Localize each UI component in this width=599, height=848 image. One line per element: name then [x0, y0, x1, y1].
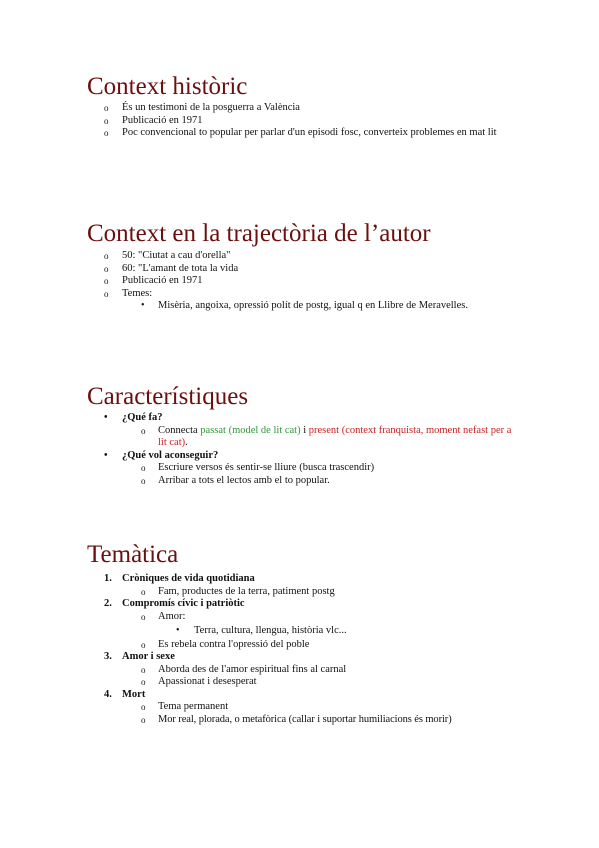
topic-number: 3. — [104, 651, 112, 662]
list-item: o Publicació en 1971 — [104, 275, 203, 286]
ring-bullet-icon: o — [141, 463, 146, 473]
ring-bullet-icon: o — [104, 251, 109, 261]
item-list — [0, 412, 513, 487]
ring-bullet-icon: o — [104, 115, 109, 126]
ring-bullet-icon: o — [104, 276, 109, 286]
section-title: Context en la trajectòria de l’autor — [87, 220, 431, 247]
item-list — [0, 102, 517, 140]
list-item: o Tema permanent — [141, 701, 229, 712]
highlight-red-text: present (context franquista, moment nefast per a lit cat) — [158, 424, 512, 448]
dot-bullet-icon: • — [176, 625, 180, 636]
list-item: o Arribar a tots el lectos amb el to popular. — [141, 474, 330, 486]
item-list — [0, 250, 512, 313]
dot-bullet-icon: • — [104, 449, 108, 461]
ring-bullet-icon: o — [141, 664, 146, 675]
topic-list — [0, 573, 538, 726]
dot-bullet-icon: • — [104, 412, 108, 423]
list-item: o Aborda des de l'amor espiritual fins al carnal — [141, 663, 347, 675]
sub-list-item: • Misèria, angoixa, opressió polít de postg, igual q en Llibre de Meravelles. — [141, 300, 468, 311]
section-title: Temàtica — [87, 541, 179, 568]
sub-list-item: • Terra, cultura, llengua, història vlc... — [176, 625, 347, 636]
list-item: o Temes: — [104, 287, 153, 299]
list-item: o Apassionat i desesperat — [141, 676, 257, 687]
ring-bullet-icon: o — [141, 425, 146, 436]
ring-bullet-icon: o — [141, 475, 146, 486]
topic-item: 4. Mort — [104, 688, 146, 700]
ring-bullet-icon: o — [104, 263, 109, 274]
topic-number: 2. — [104, 598, 112, 609]
ring-bullet-icon: o — [104, 288, 109, 299]
ring-bullet-icon: o — [141, 677, 146, 687]
list-item: o Connecta passat (model de lit cat) i present (context franquista, moment nefast per a lit cat). — [141, 424, 512, 448]
topic-number: 1. — [104, 573, 112, 584]
ring-bullet-icon: o — [141, 702, 146, 712]
list-item: o Amor: — [141, 610, 186, 622]
topic-number: 4. — [104, 688, 112, 700]
list-item: o Mor real, plorada, o metafòrica (callar i suportar humiliacions és morir) — [141, 713, 452, 725]
ring-bullet-icon: o — [141, 586, 146, 597]
dot-bullet-icon: • — [141, 300, 145, 311]
ring-bullet-icon: o — [141, 714, 146, 725]
question-item: • ¿Qué vol aconseguir? — [104, 449, 219, 461]
ring-bullet-icon: o — [141, 611, 146, 622]
section-title: Característiques — [87, 383, 249, 410]
topic-item: 3. Amor i sexe — [104, 651, 175, 662]
list-item: o Poc convencional to popular per parlar d'un episodi fosc, converteix problemes en mat lit — [104, 127, 497, 138]
list-item: o Fam, productes de la terra, patiment postg — [141, 585, 335, 597]
section-title: Context històric — [87, 73, 248, 100]
topic-item: 1. Cròniques de vida quotidiana — [104, 573, 255, 584]
list-item: o 50: "Ciutat a cau d'orella" — [104, 250, 231, 261]
highlight-green-text: passat (model de lit cat) — [200, 424, 301, 436]
question-item: • ¿Qué fa? — [104, 412, 163, 423]
topic-item: 2. Compromís cívic i patriòtic — [104, 598, 245, 609]
list-item: o És un testimoni de la posguerra a València — [104, 102, 300, 113]
ring-bullet-icon: o — [104, 128, 109, 138]
list-item: o Publicació en 1971 — [104, 114, 203, 126]
list-item: o Es rebela contra l'opressió del poble — [141, 638, 310, 650]
ring-bullet-icon: o — [141, 639, 146, 650]
ring-bullet-icon: o — [104, 103, 109, 113]
list-item: o Escriure versos és sentir-se lliure (busca trascendir) — [141, 462, 375, 473]
list-item: o 60: "L'amant de tota la vida — [104, 262, 239, 274]
